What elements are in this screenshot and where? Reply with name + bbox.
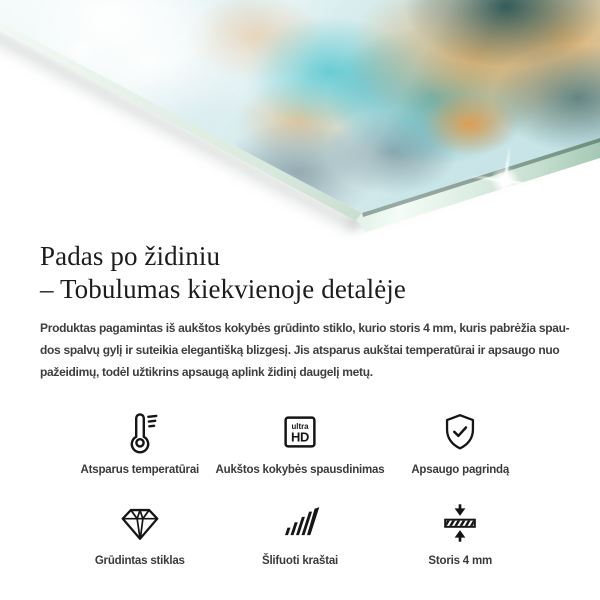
thickness-icon (437, 498, 483, 548)
feature-print-quality (216, 407, 385, 477)
thermometer-icon (116, 407, 164, 457)
description-line: dos spalvų gylį ir suteikia elegantišką blizgesį. Jis atsparus aukštai temperatūrai ir apsaugo nuo (40, 343, 560, 357)
feature-polished-edges (216, 498, 385, 568)
feature-tempered-glass (64, 498, 216, 568)
page-title-line1: Padas po židiniu (40, 241, 221, 271)
feature-label: Šlifuoti kraštai (261, 555, 339, 567)
feature-thickness (384, 498, 536, 568)
feature-label: Apsaugo pagrindą (411, 464, 510, 476)
feature-label: Aukštos kokybės spausdinimas (215, 464, 385, 476)
text-content (0, 240, 600, 568)
feature-heat-resistant (64, 407, 216, 477)
product-description (40, 317, 570, 383)
feature-label: Storis 4 mm (428, 555, 493, 567)
description-line: pažeidimų, todėl užtikrins apsaugą aplink židinį daugelį metų. (40, 365, 373, 379)
feature-protects-base (384, 407, 536, 477)
product-photo (0, 0, 600, 240)
feature-label: Grūdintas stiklas (94, 555, 185, 567)
feature-label: Atsparus temperatūrai (80, 464, 200, 476)
polished-edges-icon (279, 498, 321, 548)
page-title (40, 240, 560, 306)
sparkle-icon (58, 28, 103, 73)
page-title-line2: – Tobulumas kiekvienoje detalėje (40, 274, 406, 304)
svg-text:HD: HD (290, 429, 310, 445)
ultra-hd-icon (277, 407, 323, 457)
shield-check-icon (437, 407, 483, 457)
diamond-icon (117, 498, 163, 548)
feature-grid (64, 407, 536, 568)
svg-text:ultra: ultra (291, 422, 309, 432)
sparkle-icon (463, 139, 547, 223)
description-line: Produktas pagamintas iš aukštos kokybės grūdinto stiklo, kurio storis 4 mm, kuris pabrėžia spau- (40, 321, 570, 335)
